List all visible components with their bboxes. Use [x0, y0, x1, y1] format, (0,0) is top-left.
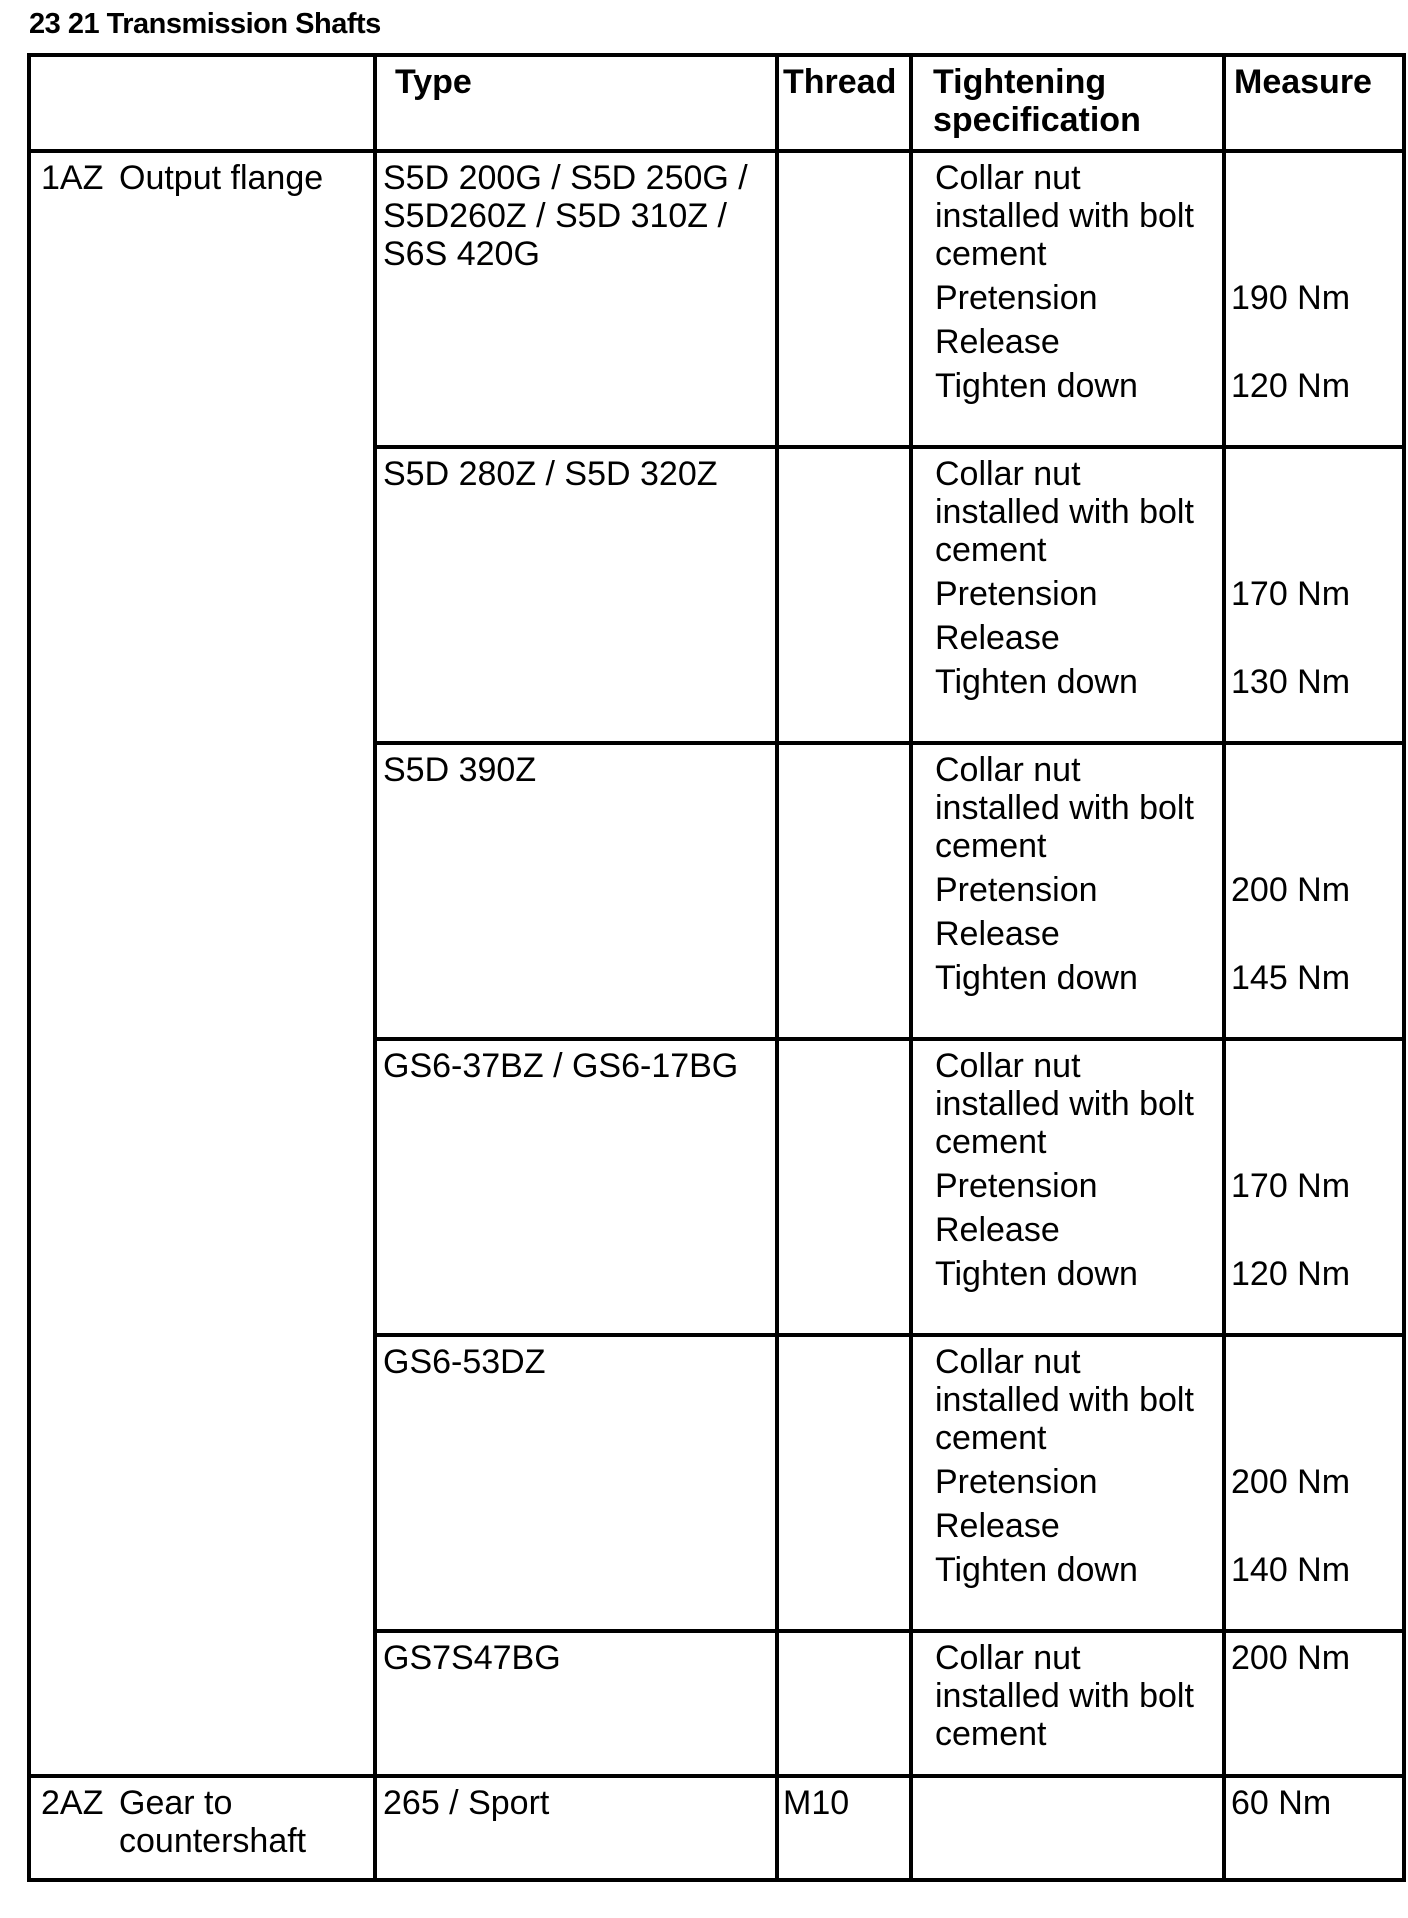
measure-value: 60 Nm: [1231, 1784, 1332, 1822]
spec-item: Release: [935, 1507, 1060, 1545]
header-empty: [29, 55, 375, 151]
spec-item: [935, 1784, 1207, 1822]
spec-cell: [911, 151, 1224, 447]
measure-value: 200 Nm: [1231, 1463, 1351, 1501]
type-cell: 265 / Sport: [375, 1776, 777, 1880]
measure-value: 170 Nm: [1231, 1167, 1351, 1205]
thread-cell: [777, 151, 911, 447]
spec-item: Tighten down: [935, 1255, 1138, 1293]
thread-cell: [777, 1631, 911, 1776]
row-group-label-cell: [29, 151, 375, 1776]
measure-value: 190 Nm: [1231, 279, 1351, 317]
header-row: [29, 55, 1404, 151]
spec-item: Pretension: [935, 1167, 1098, 1205]
spec-item: Collar nut installed with bolt cement: [935, 1343, 1194, 1457]
spec-item: Collar nut installed with bolt cement: [935, 1047, 1194, 1161]
table-row: [29, 151, 1404, 447]
measure-cell: [1224, 447, 1404, 743]
row-label: Gear to countershaft: [119, 1784, 307, 1860]
measure-value: [1231, 1211, 1400, 1249]
spec-cell: [911, 743, 1224, 1039]
row-group-label: [41, 1784, 367, 1860]
thread-cell: M10: [777, 1776, 911, 1880]
spec-cell: [911, 1631, 1224, 1776]
spec-item: Pretension: [935, 279, 1098, 317]
spec-cell: [911, 1039, 1224, 1335]
measure-cell: [1224, 743, 1404, 1039]
header-tightening-specification: Tightening specification: [911, 55, 1224, 151]
spec-cell: [911, 1335, 1224, 1631]
measure-cell: [1224, 1039, 1404, 1335]
spec-item: Tighten down: [935, 663, 1138, 701]
measure-value: 200 Nm: [1231, 871, 1351, 909]
measure-value: 145 Nm: [1231, 959, 1351, 997]
spec-item: Collar nut installed with bolt cement: [935, 1639, 1194, 1753]
type-cell: S5D 390Z: [375, 743, 777, 1039]
type-cell: GS7S47BG: [375, 1631, 777, 1776]
spec-cell: [911, 447, 1224, 743]
type-cell: S5D 200G / S5D 250G / S5D260Z / S5D 310Z / S6S 420G: [375, 151, 777, 447]
spec-item: Pretension: [935, 1463, 1098, 1501]
thread-cell: [777, 1335, 911, 1631]
measure-cell: [1224, 1631, 1404, 1776]
spec-item: Release: [935, 323, 1060, 361]
spec-item: Release: [935, 619, 1060, 657]
spec-item: Tighten down: [935, 1551, 1138, 1589]
thread-cell: [777, 447, 911, 743]
measure-value: [1231, 1047, 1400, 1161]
measure-value: [1231, 159, 1400, 273]
header-measure: Measure: [1224, 55, 1404, 151]
measure-value: [1231, 619, 1400, 657]
thread-cell: [777, 1039, 911, 1335]
row-group-label-cell: [29, 1776, 375, 1880]
measure-value: [1231, 455, 1400, 569]
transmission-shafts-table: [27, 53, 1406, 1882]
spec-item: Collar nut installed with bolt cement: [935, 455, 1194, 569]
row-group-label: [41, 159, 367, 197]
measure-cell: [1224, 1335, 1404, 1631]
spec-item: Release: [935, 1211, 1060, 1249]
spec-cell: [911, 1776, 1224, 1880]
measure-value: 120 Nm: [1231, 1255, 1351, 1293]
header-type: Type: [375, 55, 777, 151]
measure-value: [1231, 1343, 1400, 1457]
measure-value: [1231, 915, 1400, 953]
row-label: Output flange: [119, 159, 324, 197]
measure-value: 140 Nm: [1231, 1551, 1351, 1589]
spec-item: Collar nut installed with bolt cement: [935, 751, 1194, 865]
row-id: 1AZ: [41, 159, 104, 197]
measure-value: 170 Nm: [1231, 575, 1351, 613]
spec-item: Pretension: [935, 575, 1098, 613]
measure-value: 120 Nm: [1231, 367, 1351, 405]
thread-cell: [777, 743, 911, 1039]
row-id: 2AZ: [41, 1784, 104, 1822]
spec-item: Collar nut installed with bolt cement: [935, 159, 1194, 273]
spec-item: Tighten down: [935, 959, 1138, 997]
table-row: [29, 1776, 1404, 1880]
measure-value: [1231, 751, 1400, 865]
spec-item: Tighten down: [935, 367, 1138, 405]
page-title: 23 21 Transmission Shafts: [29, 8, 381, 40]
spec-item: Pretension: [935, 871, 1098, 909]
measure-value: 200 Nm: [1231, 1639, 1351, 1677]
measure-value: [1231, 323, 1400, 361]
measure-value: 130 Nm: [1231, 663, 1351, 701]
measure-cell: [1224, 151, 1404, 447]
type-cell: GS6-53DZ: [375, 1335, 777, 1631]
type-cell: S5D 280Z / S5D 320Z: [375, 447, 777, 743]
type-cell: GS6-37BZ / GS6-17BG: [375, 1039, 777, 1335]
spec-item: Release: [935, 915, 1060, 953]
measure-cell: [1224, 1776, 1404, 1880]
measure-value: [1231, 1507, 1400, 1545]
header-thread: Thread: [777, 55, 911, 151]
